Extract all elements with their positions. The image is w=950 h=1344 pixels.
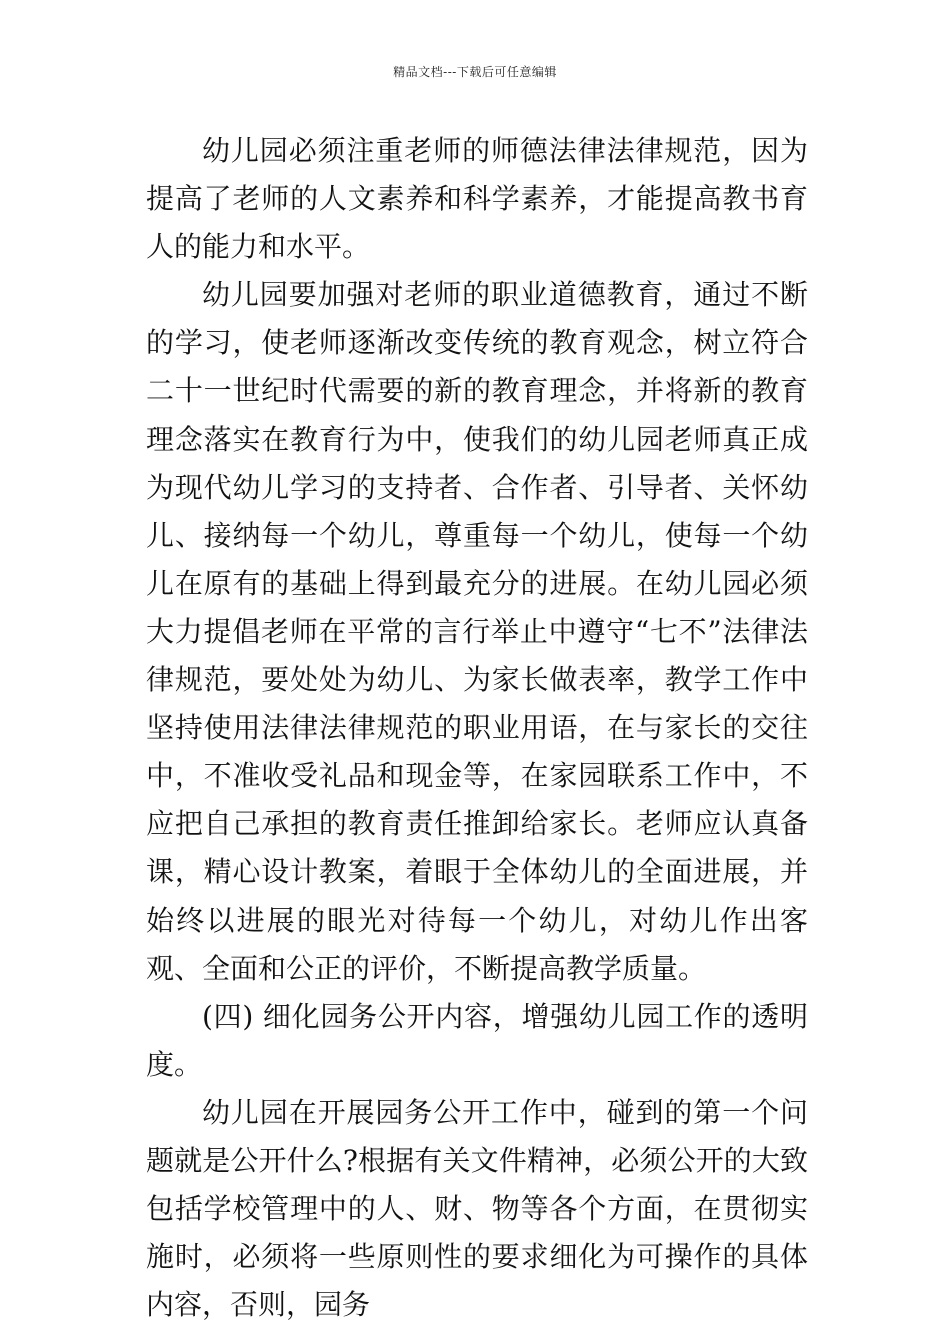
paragraph-professional-ethics-education: 幼儿园要加强对老师的职业道德教育，通过不断的学习，使老师逐渐改变传统的教育观念，树立符合二十一世纪时代需要的新的教育理念，并将新的教育理念落实在教育行为中，使我们的幼儿园老师真正成为现代幼儿学习的支持者、合作者、引导者、关怀幼儿、接纳每一个幼儿，尊重每一个幼儿，使每一个幼儿在原有的基础上得到最充分的进展。在幼儿园必须大力提倡老师在平常的言行举止中遵守“七不”法律法律规范，要处处为幼儿、为家长做表率，教学工作中坚持使用法律法律规范的职业用语，在与家长的交往中，不准收受礼品和现金等，在家园联系工作中，不应把自己承担的教育责任推卸给家长。老师应认真备课，精心设计教案，着眼于全体幼儿的全面进展，并始终以进展的眼光对待每一个幼儿，对幼儿作出客观、全面和公正的评价，不断提高教学质量。 <box>146 278 808 985</box>
section-heading-4: (四) 细化园务公开内容，增强幼儿园工作的透明度。 <box>146 999 808 1081</box>
document-body <box>146 127 808 1329</box>
paragraph-affairs-disclosure: 幼儿园在开展园务公开工作中，碰到的第一个问题就是公开什么?根据有关文件精神，必须公开的大致包括学校管理中的人、财、物等各个方面，在贯彻实施时，必须将一些原则性的要求细化为可操作的具体内容，否则，园务 <box>146 1095 808 1322</box>
page-header: 精品文档---下载后可任意编辑 <box>393 65 557 79</box>
paragraph-teacher-ethics: 幼儿园必须注重老师的师德法律法律规范，因为提高了老师的人文素养和科学素养，才能提高教书育人的能力和水平。 <box>146 134 808 264</box>
